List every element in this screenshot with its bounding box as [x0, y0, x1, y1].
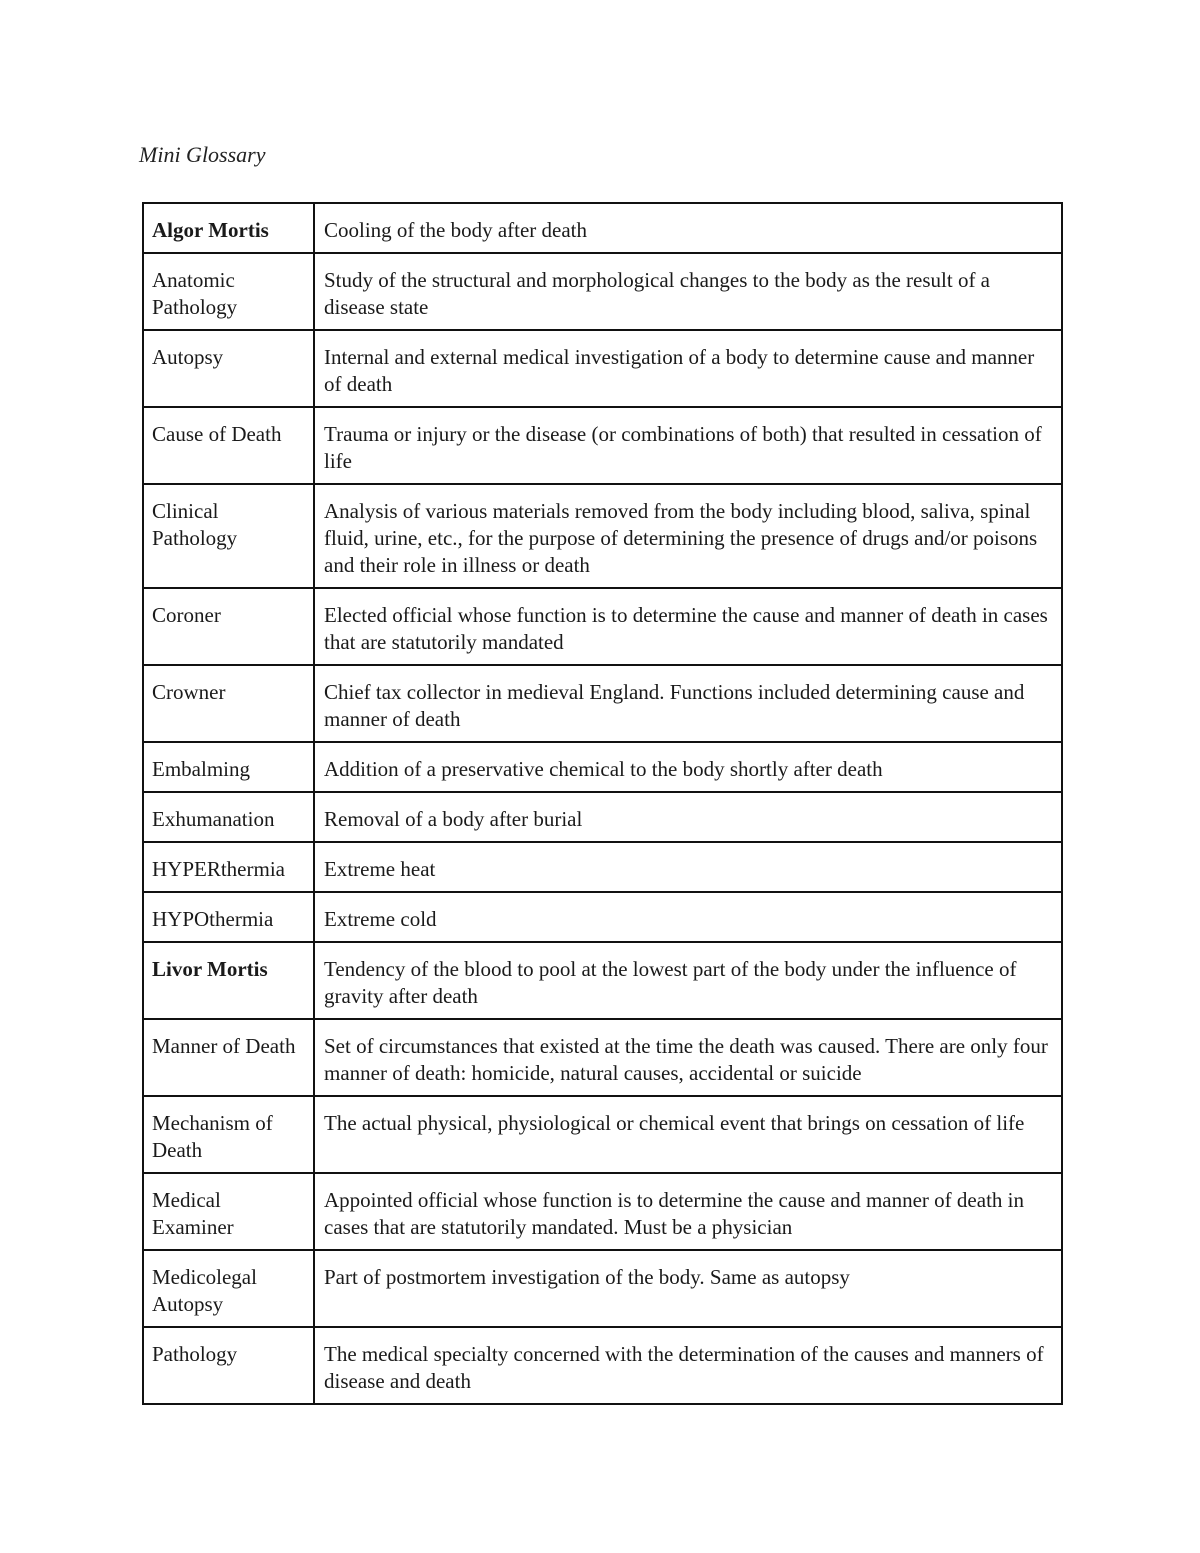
glossary-term: Manner of Death	[143, 1019, 314, 1096]
glossary-definition: Extreme heat	[314, 842, 1062, 892]
glossary-definition: Part of postmortem investigation of the body. Same as autopsy	[314, 1250, 1062, 1327]
glossary-term: Cause of Death	[143, 407, 314, 484]
glossary-row	[143, 588, 1062, 665]
glossary-definition: Elected official whose function is to determine the cause and manner of death in cases that are statutorily mandated	[314, 588, 1062, 665]
glossary-table	[142, 202, 1063, 1405]
glossary-term: Anatomic Pathology	[143, 253, 314, 330]
glossary-definition: Appointed official whose function is to determine the cause and manner of death in cases that are statutorily mandated. Must be a physician	[314, 1173, 1062, 1250]
glossary-definition: Analysis of various materials removed from the body including blood, saliva, spinal fluid, urine, etc., for the purpose of determining the presence of drugs and/or poisons and their role in illness or death	[314, 484, 1062, 588]
glossary-row	[143, 1173, 1062, 1250]
glossary-row	[143, 892, 1062, 942]
glossary-definition: The medical specialty concerned with the determination of the causes and manners of disease and death	[314, 1327, 1062, 1404]
glossary-row	[143, 253, 1062, 330]
glossary-term: Clinical Pathology	[143, 484, 314, 588]
glossary-term: Medical Examiner	[143, 1173, 314, 1250]
glossary-term: Autopsy	[143, 330, 314, 407]
glossary-term: Crowner	[143, 665, 314, 742]
glossary-term: Mechanism of Death	[143, 1096, 314, 1173]
glossary-row	[143, 1019, 1062, 1096]
glossary-row	[143, 330, 1062, 407]
glossary-definition: Cooling of the body after death	[314, 203, 1062, 253]
glossary-row	[143, 407, 1062, 484]
glossary-row	[143, 1250, 1062, 1327]
glossary-term: Coroner	[143, 588, 314, 665]
glossary-definition: Chief tax collector in medieval England. Functions included determining cause and manner of death	[314, 665, 1062, 742]
glossary-definition: Study of the structural and morphological changes to the body as the result of a disease state	[314, 253, 1062, 330]
glossary-row	[143, 942, 1062, 1019]
glossary-row	[143, 1096, 1062, 1173]
glossary-term: Algor Mortis	[143, 203, 314, 253]
glossary-term: Pathology	[143, 1327, 314, 1404]
glossary-row	[143, 842, 1062, 892]
glossary-definition: Trauma or injury or the disease (or combinations of both) that resulted in cessation of life	[314, 407, 1062, 484]
page-title: Mini Glossary	[139, 142, 266, 167]
glossary-definition: Removal of a body after burial	[314, 792, 1062, 842]
glossary-definition: Tendency of the blood to pool at the lowest part of the body under the influence of gravity after death	[314, 942, 1062, 1019]
glossary-definition: Set of circumstances that existed at the time the death was caused. There are only four manner of death: homicide, natural causes, accidental or suicide	[314, 1019, 1062, 1096]
glossary-row	[143, 792, 1062, 842]
glossary-term: Medicolegal Autopsy	[143, 1250, 314, 1327]
glossary-term: Livor Mortis	[143, 942, 314, 1019]
glossary-row	[143, 742, 1062, 792]
glossary-term: HYPERthermia	[143, 842, 314, 892]
glossary-definition: Addition of a preservative chemical to the body shortly after death	[314, 742, 1062, 792]
glossary-definition: Internal and external medical investigation of a body to determine cause and manner of death	[314, 330, 1062, 407]
glossary-definition: Extreme cold	[314, 892, 1062, 942]
glossary-term: HYPOthermia	[143, 892, 314, 942]
glossary-body	[143, 203, 1062, 1404]
glossary-term: Exhumanation	[143, 792, 314, 842]
glossary-definition: The actual physical, physiological or chemical event that brings on cessation of life	[314, 1096, 1062, 1173]
glossary-row	[143, 1327, 1062, 1404]
glossary-row	[143, 665, 1062, 742]
glossary-term: Embalming	[143, 742, 314, 792]
glossary-row	[143, 203, 1062, 253]
glossary-row	[143, 484, 1062, 588]
